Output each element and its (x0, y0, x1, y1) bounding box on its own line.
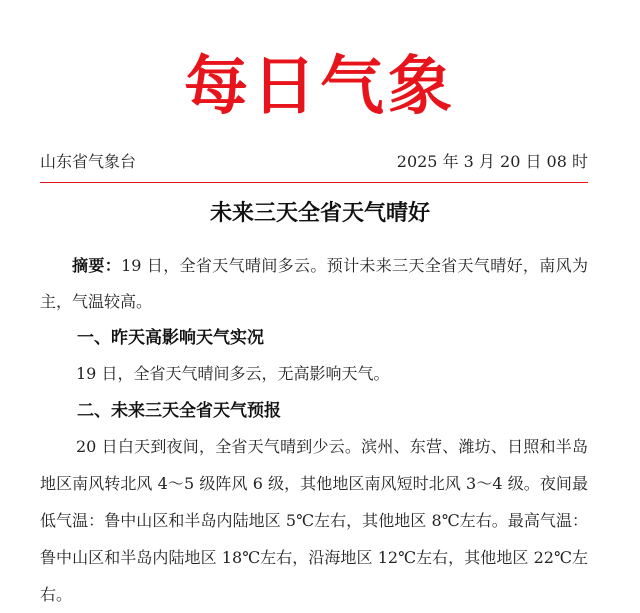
issue-timestamp: 2025 年 3 月 20 日 08 时 (396, 152, 588, 171)
issuer-name: 山东省气象台 (40, 152, 137, 171)
summary-paragraph (40, 248, 588, 320)
section-heading-forecast: 二、未来三天全省天气预报 (77, 401, 281, 421)
observations-paragraph: 19 日，全省天气晴间多云，无高影响天气。 (76, 364, 390, 383)
header-divider (40, 182, 588, 183)
summary-text: 19 日，全省天气晴间多云。预计未来三天全省天气晴好，南风为主，气温较高。 (40, 256, 588, 311)
issue-info-row (40, 148, 588, 176)
bulletin-headline: 未来三天全省天气晴好 (209, 201, 430, 226)
summary-label: 摘要： (72, 256, 122, 275)
section-heading-observations: 一、昨天高影响天气实况 (77, 328, 264, 348)
forecast-paragraph: 20 日白天到夜间，全省天气晴到少云。滨州、东营、潍坊、日照和半岛地区南风转北风 4～5 级阵风 6 级，其他地区南风短时北风 3～4 级。夜间最低气温：鲁中山区和半岛内陆地区 5℃左右，其他地区 8℃左右。最高气温：鲁中山区和半岛内陆地区 18℃左右，沿海地区 12℃左右，其他地区 22℃左右。 (40, 437, 588, 604)
masthead-title: 每日气象 (184, 50, 456, 124)
